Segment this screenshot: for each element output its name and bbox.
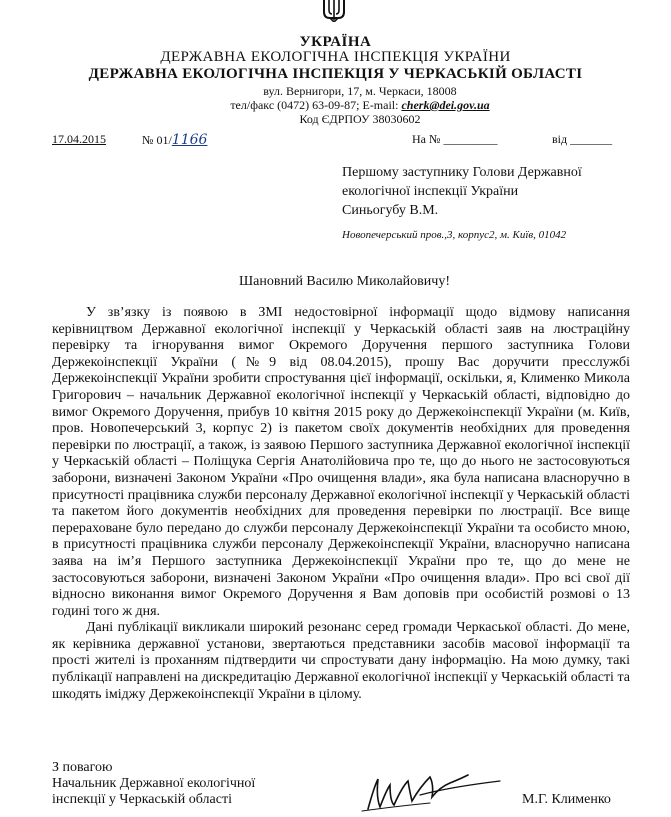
reply-to-blank: _________ <box>440 132 498 146</box>
addressee-block <box>342 163 642 220</box>
reply-to-date <box>552 132 612 147</box>
outgoing-number <box>142 132 207 148</box>
letterhead-agency: ДЕРЖАВНА ЕКОЛОГІЧНА ІНСПЕКЦІЯ УКРАЇНИ <box>160 49 511 65</box>
letterhead-address: вул. Вернигори, 17, м. Черкаси, 18008 <box>263 84 457 98</box>
letterhead-email-link[interactable]: cherk@dei.gov.ua <box>401 98 490 112</box>
closing-regards: З повагою <box>52 760 113 775</box>
outgoing-number-handwritten: 1166 <box>171 132 208 148</box>
reply-to-label: На № <box>412 132 441 146</box>
outgoing-date: 17.04.2015 <box>52 132 106 146</box>
outgoing-number-prefix: № 01/ <box>142 133 172 147</box>
addressee-line-1: Першому заступнику Голови Державної <box>342 165 582 180</box>
body-paragraph-2: Дані публікації викликали широкий резонанс серед громади Черкаської області. До мене, як керівника державної установи, звертаються представники засобів масової інформації та прості жителі із проханням підтвердити чи спростувати дану інформацію. На мою думку, такі публікації направлені на дискредитацію Державної екологічної інспекції у Черкаській області та шкодять іміджу Держекоінспекції України в цілому. <box>52 620 630 702</box>
letterhead-code: Код ЄДРПОУ 38030602 <box>299 112 421 126</box>
closing-position-line-2: інспекції у Черкаській області <box>52 792 232 808</box>
addressee-name: Синьогубу В.М. <box>342 203 439 218</box>
closing-position-line-1: Начальник Державної екологічної <box>52 776 256 792</box>
addressee-line-2: екологічної інспекції України <box>342 184 519 199</box>
closing-block <box>52 760 255 809</box>
signer-name: М.Г. Клименко <box>522 792 611 807</box>
letterhead-contacts <box>100 98 620 113</box>
from-blank: _______ <box>567 132 613 146</box>
letterhead-country: УКРАЇНА <box>299 34 372 50</box>
greeting: Шановний Василю Миколайовичу! <box>239 274 450 289</box>
addressee-address: Новопечерський пров.,3, корпус2, м. Київ, 01042 <box>342 229 567 241</box>
body-paragraph-1: У зв’язку із появою в ЗМІ недостовірної інформації щодо відмову написання керівництвом Державної екологічної інспекції у Черкаській області заяв на люстраційну перевірку та ігнорування вимог Окремого Доручення першого заступника Голови Держекоінспекції України (№9 від 08.04.2015), прошу Вас доручити пресслужбі Держекоінспекції України зробити спростування цієї інформації, оскільки, я, Клименко Микола Григорович – начальник Державної екологічної інспекції у Черкаській області, відповідно до вимог Окремого Доручення, прибув 10 квітня 2015 року до Держекоінспекції України (м. Київ, пров. Новопечерський 3, корпус 2) із пакетом своїх документів необхідних для проведення перевірки по люстрації, а також, із заявою Першого заступника Державної екологічної інспекції у Черкаській області – Поліщука Сергія Анатолійовича про те, що до нього не застосовуються заборони, визначені Законом України «Про очищення влади», яка була написана власноручно в присутності працівника служби персоналу Державної екологічної інспекції у Черкаській області та пакетом його документів необхідних для проведення перевірки по люстрації. Все вище перераховане було передано до служби персоналу Держекоінспекції України та особисто мною, в присутності працівника служби персоналу Держекоінспекції України, власноручно написана заява на ім’я Першого заступника Держекоінспекції України про те, що до мене не застосовуються заборони, визначені Законом України «Про очищення влади». Про всі свої дії відносно виконання вимог Окремого Доручення я Вам доповів при особистій розмові о 13 годині того ж дня. <box>52 305 630 619</box>
handwritten-signature <box>360 757 510 817</box>
trident-emblem-icon <box>318 0 350 22</box>
letterhead-regional: ДЕРЖАВНА ЕКОЛОГІЧНА ІНСПЕКЦІЯ У ЧЕРКАСЬКІЙ ОБЛАСТІ <box>88 66 583 82</box>
reply-to-number <box>412 132 497 147</box>
letterhead-phone: тел/факс (0472) 63-09-87; E-mail: <box>230 98 402 112</box>
letter-body <box>52 305 630 703</box>
from-label: від <box>552 132 568 146</box>
